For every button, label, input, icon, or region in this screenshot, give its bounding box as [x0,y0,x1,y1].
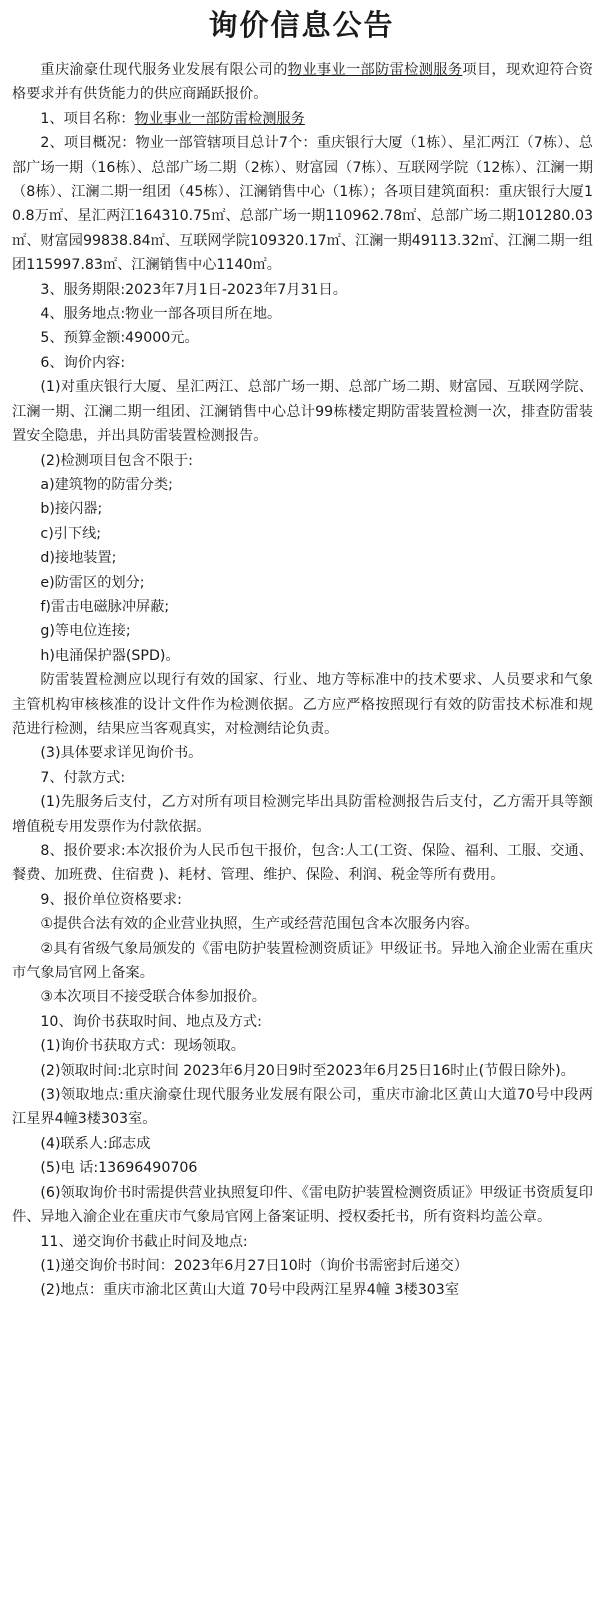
intro-paragraph [12,58,593,107]
section-10-item-2: (2)领取时间:北京时间 2023年6月20日9时至2023年6月25日16时止(节假日除外)。 [40,1062,575,1079]
section-1-value: 物业事业一部防雷检测服务 [134,110,305,127]
section-6-item-1: (1)对重庆银行大厦、星汇两江、总部广场一期、总部广场二期、财富园、互联网学院、江澜一期、江澜二期一组团、江澜销售中心总计99栋楼定期防雷装置检测一次，排查防雷装置安全隐患，并出具防雷装置检测报告。 [12,379,593,445]
check-item-b: b)接闪器; [40,501,103,518]
section-2-overview: 2、项目概况：物业一部管辖项目总计7个：重庆银行大厦（1栋）、星汇两江（7栋）、总部广场一期（16栋）、总部广场二期（2栋）、财富园（7栋）、互联网学院（12栋）、江澜一期（8栋）、江澜二期一组团（45栋）、江澜销售中心（1栋）；各项目建筑面积：重庆银行大厦10.8万㎡、星汇两江164310.75㎡、总部广场一期110962.78㎡、总部广场二期101280.03㎡、财富园99838.84㎡、互联网学院109320.17㎡、江澜一期49113.32㎡、江澜二期一组团115997.83㎡、江澜销售中心1140㎡。 [12,135,593,274]
intro-suffix: 项目，现欢迎符合资格要求并有供货能力的供应商踊跃报价。 [12,62,593,103]
section-6-item-2: (2)检测项目包含不限于: [40,452,193,469]
section-4-service-location: 4、服务地点:物业一部各项目所在地。 [40,306,282,323]
section-11-heading: 11、递交询价书截止时间及地点: [40,1233,248,1250]
section-1-label: 1、项目名称： [40,110,135,127]
check-item-h: h)电涌保护器(SPD)。 [40,647,180,664]
section-9-heading: 9、报价单位资格要求: [40,891,182,908]
section-5-budget: 5、预算金额:49000元。 [40,330,199,347]
check-item-g: g)等电位连接; [40,623,131,640]
section-6-heading: 6、询价内容: [40,354,126,371]
intro-prefix: 重庆渝豪仕现代服务业发展有限公司的 [40,62,288,78]
section-10-contact-person: (4)联系人:邱志成 [40,1135,151,1152]
section-6-standards-paragraph: 防雷装置检测应以现行有效的国家、行业、地方等标准中的技术要求、人员要求和气象主管机构审核核准的设计文件作为检测依据。乙方应严格按照现行有效的防雷技术标准和规范进行检测，结果应当客观真实，对检测结论负责。 [12,672,593,737]
check-item-e: e)防雷区的划分; [40,574,145,591]
check-item-c: c)引下线; [40,525,102,542]
check-item-f: f)雷击电磁脉冲屏蔽; [40,598,170,615]
section-10-heading: 10、询价书获取时间、地点及方式: [40,1013,262,1030]
intro-project-name: 物业事业一部防雷检测服务 [287,62,463,78]
section-11-item-2: (2)地点：重庆市渝北区黄山大道 70号中段两江星界4幢 3楼303室 [40,1282,460,1299]
section-10-item-6: (6)领取询价书时需提供营业执照复印件、《雷电防护装置检测资质证》甲级证书资质复印件、异地入渝企业在重庆市气象局官网上备案证明、授权委托书，所有资料均盖公章。 [12,1184,593,1226]
check-item-a: a)建筑物的防雷分类; [40,476,173,493]
section-11-item-1: (1)递交询价书时间：2023年6月27日10时（询价书需密封后递交） [40,1257,469,1274]
section-10-item-3: (3)领取地点:重庆渝豪仕现代服务业发展有限公司，重庆市渝北区黄山大道70号中段两江星界4幢3楼303室。 [12,1087,593,1128]
notice-body [12,58,593,1303]
section-7-heading: 7、付款方式: [40,769,126,786]
section-10-item-1: (1)询价书获取方式：现场领取。 [40,1038,245,1055]
section-1-project-name [12,107,593,131]
check-item-d: d)接地装置; [40,550,117,567]
section-3-service-period: 3、服务期限:2023年7月1日-2023年7月31日。 [40,281,347,298]
section-7-item-1: (1)先服务后支付，乙方对所有项目检测完毕出具防雷检测报告后支付，乙方需开具等额增值税专用发票作为付款依据。 [12,794,593,835]
section-8-quote-requirements: 8、报价要求:本次报价为人民币包干报价，包含:人工(工资、保险、福利、工服、交通、餐费、加班费、住宿费 )、耗材、管理、维护、保险、利润、税金等所有费用。 [12,843,593,884]
section-9-item-1: ①提供合法有效的企业营业执照，生产或经营范围包含本次服务内容。 [40,916,479,933]
section-6-item-3: (3)具体要求详见询价书。 [40,745,203,762]
page-title: 询价信息公告 [208,8,395,42]
section-9-item-3: ③本次项目不接受联合体参加报价。 [40,989,266,1006]
section-9-item-2: ②具有省级气象局颁发的《雷电防护装置检测资质证》甲级证书。异地入渝企业需在重庆市气象局官网上备案。 [12,940,593,982]
section-10-phone: (5)电 话:13696490706 [40,1160,198,1177]
